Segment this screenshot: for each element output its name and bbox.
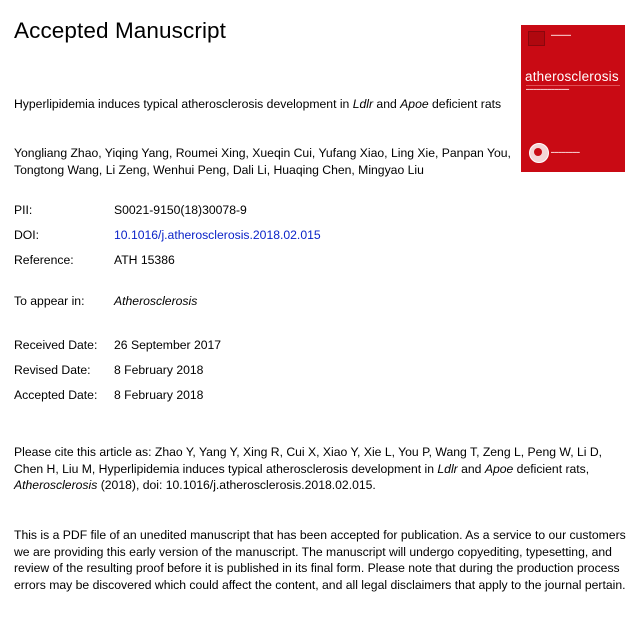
pii-value: S0021-9150(18)30078-9 <box>114 203 247 217</box>
accepted-date-value: 8 February 2018 <box>114 388 204 402</box>
article-title: Hyperlipidemia induces typical atherosclerosis development in Ldlr and Apoe deficient rats <box>14 97 502 111</box>
citation-paragraph: Please cite this article as: Zhao Y, Yang Y, Xing R, Cui X, Xiao Y, Xie L, You P, Wang T, Zeng L, Peng W, Li D, Chen H, Liu M, Hyperlipidemia induces typical atherosclerosis development in Ldlr and Apoe deficient rats, Atherosclerosis (2018), doi: 10.1016/j.atherosclerosis.2018.02.015. <box>14 445 603 492</box>
reference-label: Reference: <box>14 253 74 267</box>
doi-label: DOI: <box>14 228 40 242</box>
accepted-date-label: Accepted Date: <box>14 388 98 402</box>
publisher-logo-icon <box>528 31 545 46</box>
pii-label: PII: <box>14 203 33 217</box>
received-date-label: Received Date: <box>14 338 98 352</box>
revised-date-label: Revised Date: <box>14 363 91 377</box>
doi-link[interactable]: 10.1016/j.atherosclerosis.2018.02.015 <box>114 228 321 242</box>
page-heading: Accepted Manuscript <box>14 18 227 43</box>
journal-cover-image: ▬▬▬▬▬ atherosclerosis ▬▬▬▬▬▬▬▬▬▬▬▬ ▬▬▬▬▬▬▬▬ <box>521 25 625 172</box>
cover-rule <box>526 85 620 86</box>
author-list: Yongliang Zhao, Yiqing Yang, Roumei Xing, Xueqin Cui, Yufang Xiao, Ling Xie, Panpan You, Tongtong Wang, Li Zeng, Wenhui Peng, Dali Li, Huaqing Chen, Mingyao Liu <box>14 146 511 177</box>
appear-in-label: To appear in: <box>14 294 85 308</box>
received-date-value: 26 September 2017 <box>114 338 222 352</box>
appear-in-value: Atherosclerosis <box>114 294 198 308</box>
disclaimer-paragraph: This is a PDF file of an unedited manuscript that has been accepted for publication. As a service to our customers we are providing this early version of the manuscript. The manuscript will undergo copyediting, typesetting, and review of the resulting proof before it is published in its final form. Please note that during the production process errors may be discovered which could affect the content, and all legal disclaimers that apply to the journal pertain. <box>14 528 626 592</box>
cover-journal-title: atherosclerosis <box>525 69 619 84</box>
revised-date-value: 8 February 2018 <box>114 363 204 377</box>
reference-value: ATH 15386 <box>114 253 175 267</box>
